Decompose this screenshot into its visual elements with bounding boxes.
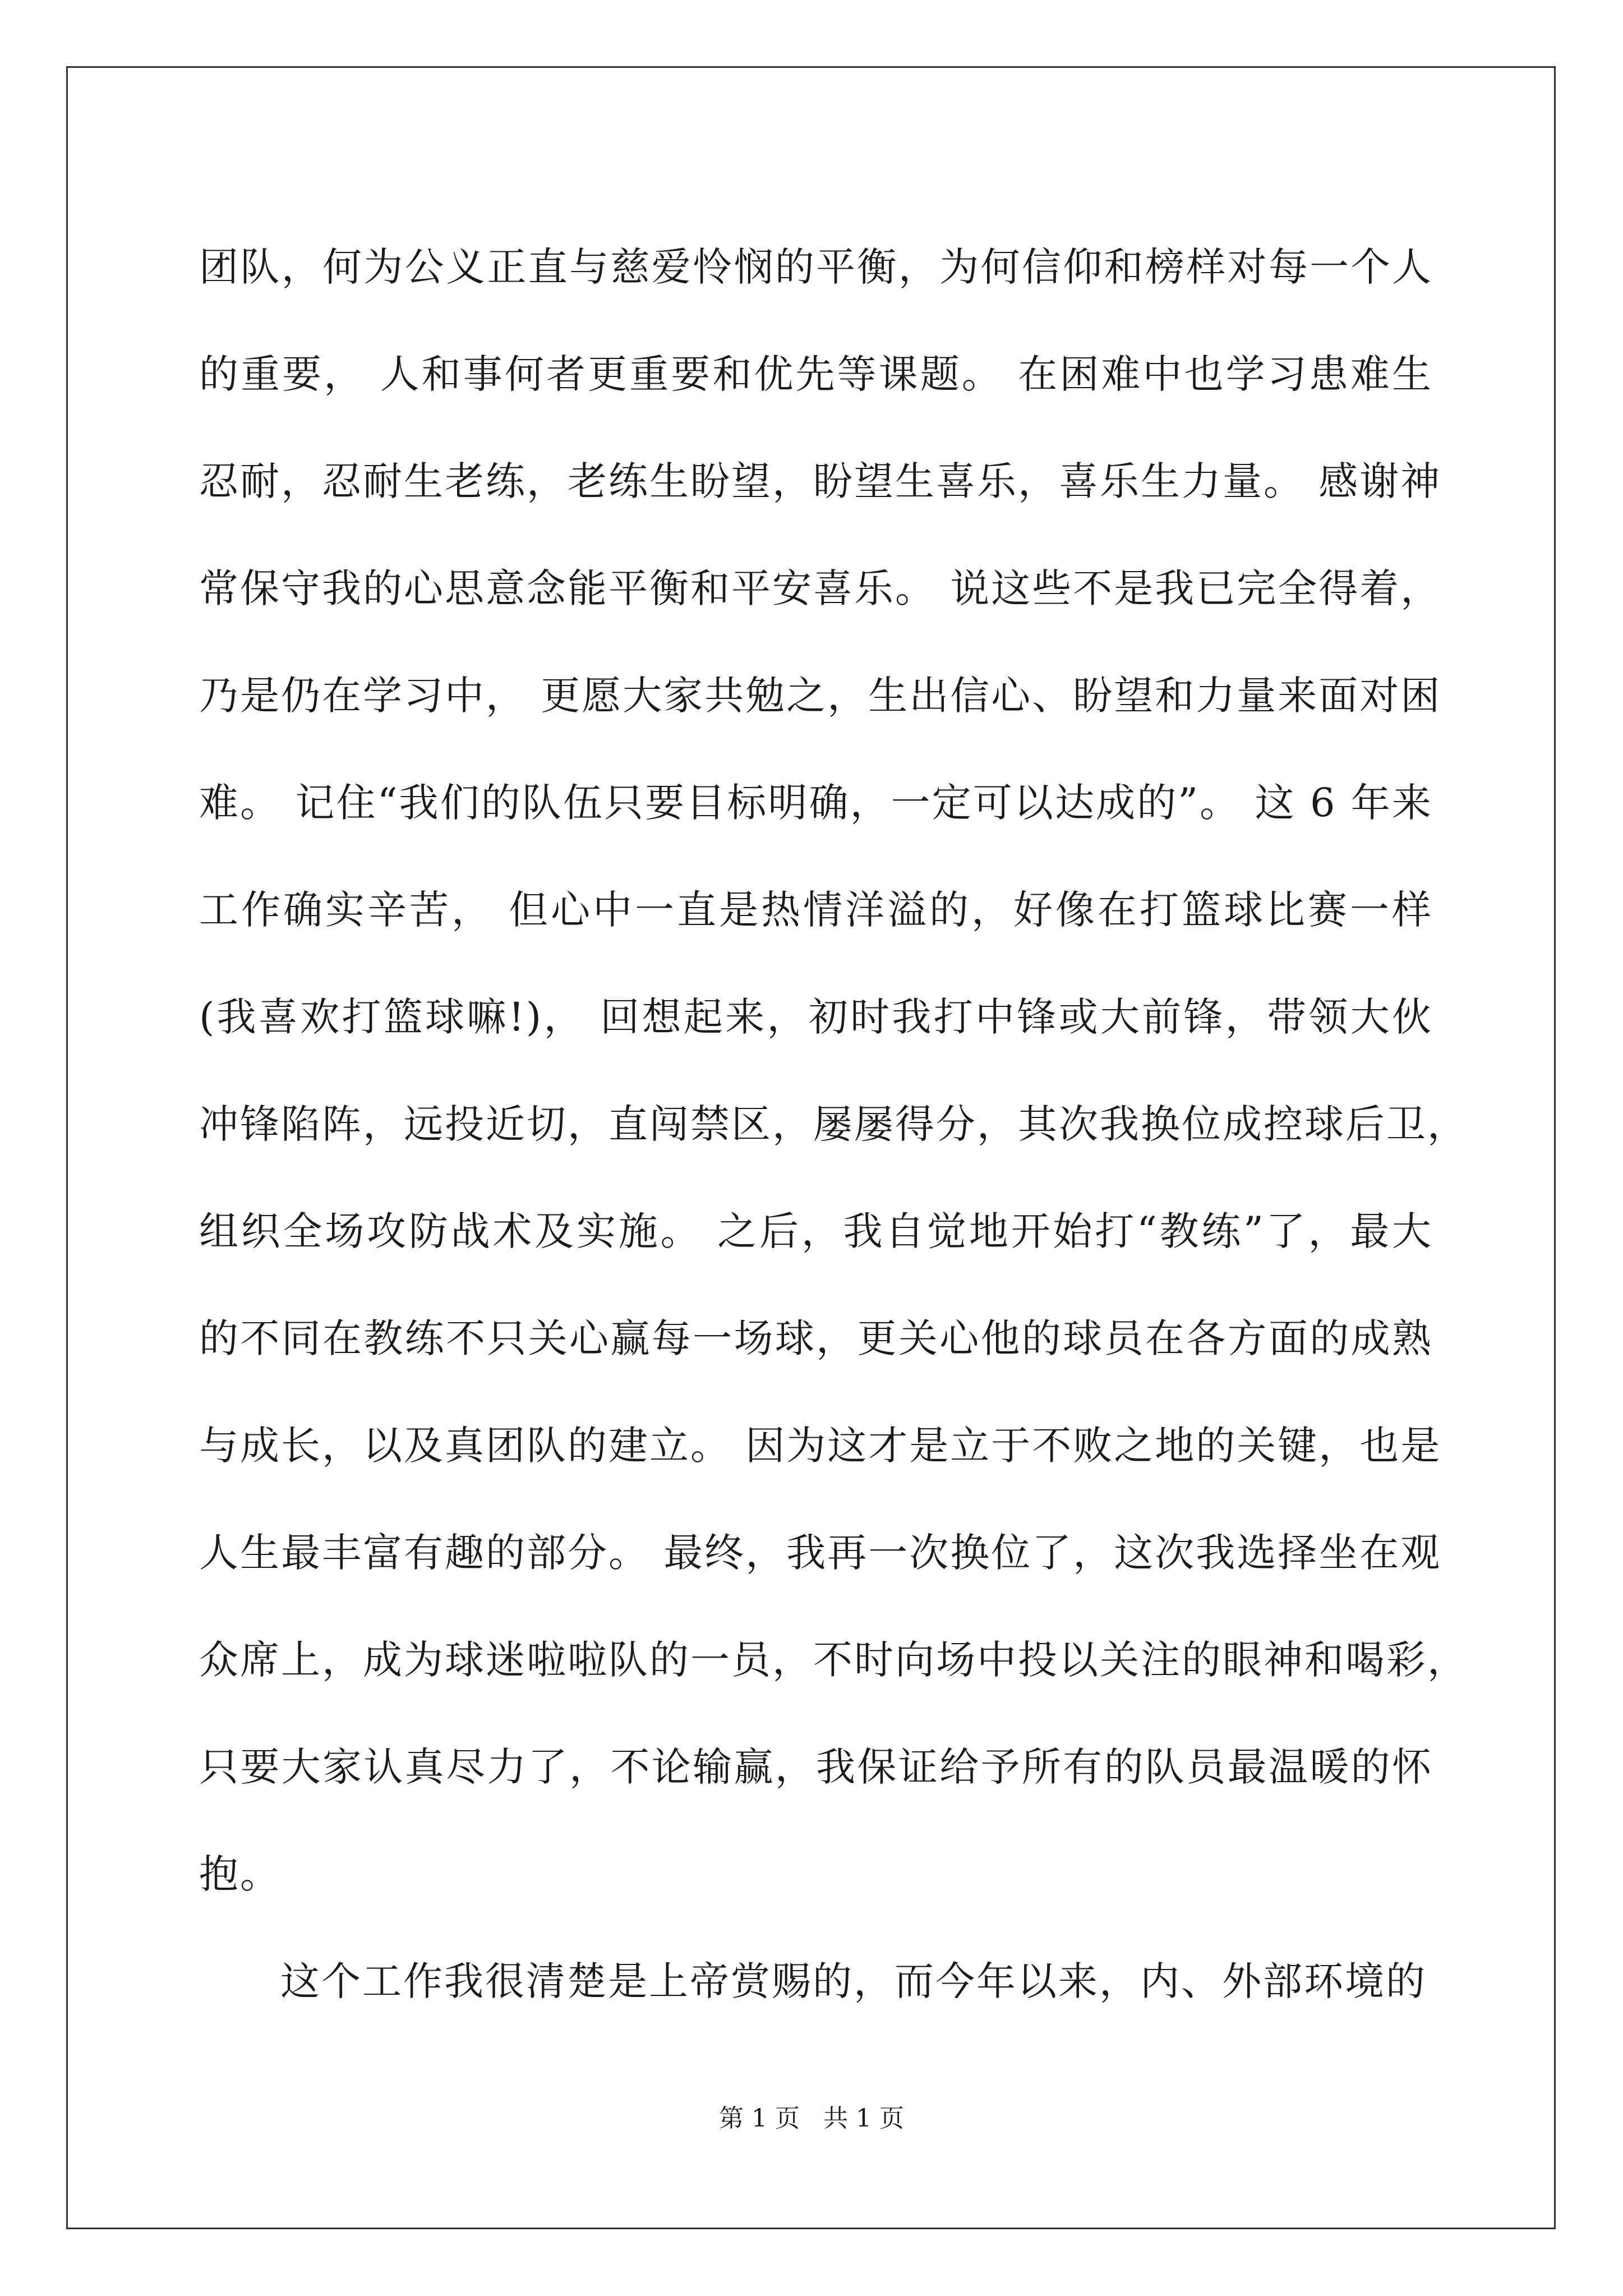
text-line: 冲锋陷阵，远投近切，直闯禁区，屡屡得分，其次我换位成控球后卫， (199, 1101, 1468, 1147)
page-footer (0, 2098, 1623, 2134)
text-line: 工作确实辛苦， 但心中一直是热情洋溢的，好像在打篮球比赛一样 (199, 886, 1433, 933)
text-line: 忍耐，忍耐生老练，老练生盼望，盼望生喜乐，喜乐生力量。 感谢神 (199, 458, 1442, 504)
text-line: 乃是仍在学习中， 更愿大家共勉之，生出信心、盼望和力量来面对困 (199, 672, 1442, 719)
text-line: (我喜欢打篮球嘛!)， 回想起来，初时我打中锋或大前锋，带领大伙 (199, 993, 1433, 1040)
text-line: 的重要， 人和事何者更重要和优先等课题。 在困难中也学习患难生 (199, 351, 1433, 397)
text-line: 与成长，以及真团队的建立。 因为这才是立于不败之地的关键，也是 (199, 1422, 1442, 1469)
text-line: 抱。 (199, 1851, 281, 1897)
text-line: 只要大家认真尽力了，不论输赢，我保证给予所有的队员最温暖的怀 (199, 1743, 1433, 1790)
text-line: 组织全场攻防战术及实施。 之后，我自觉地开始打“教练”了，最大 (199, 1208, 1433, 1254)
text-line-indented: 这个工作我很清楚是上帝赏赐的，而今年以来，内、外部环境的 (280, 1958, 1427, 2004)
text-line: 难。 记住“我们的队伍只要目标明确，一定可以达成的”。 这 6 年来 (199, 779, 1433, 826)
text-line: 的不同在教练不只关心赢每一场球，更关心他的球员在各方面的成熟 (199, 1315, 1433, 1361)
text-line: 团队，何为公义正直与慈爱怜悯的平衡，为何信仰和榜样对每一个人 (199, 243, 1433, 290)
text-line: 人生最丰富有趣的部分。 最终，我再一次换位了，这次我选择坐在观 (199, 1529, 1442, 1576)
page-total: 共 1 页 (823, 2104, 904, 2133)
text-line: 常保守我的心思意念能平衡和平安喜乐。 说这些不是我已完全得着， (199, 565, 1442, 611)
page-number: 第 1 页 (719, 2104, 800, 2133)
text-line: 众席上，成为球迷啦啦队的一员，不时向场中投以关注的眼神和喝彩， (199, 1636, 1468, 1683)
document-body (199, 213, 1468, 2035)
